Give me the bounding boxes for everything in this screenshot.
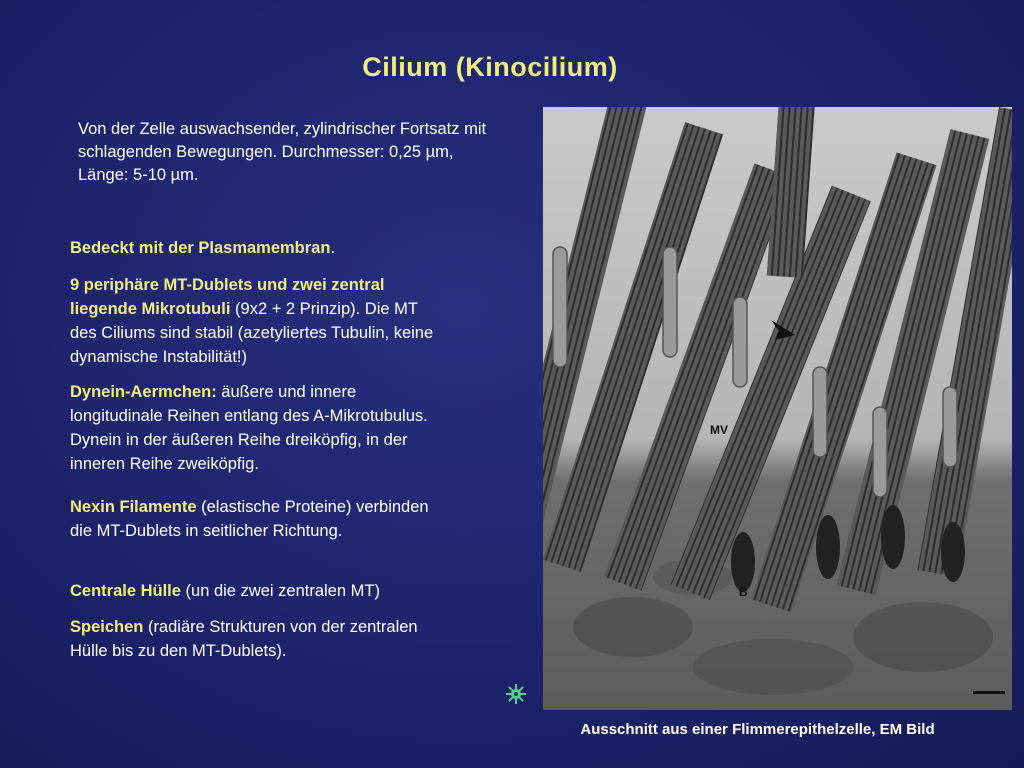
point-text: . [330, 239, 336, 257]
point-highlight: Centrale Hülle [70, 582, 181, 600]
sun-gear-icon[interactable] [505, 683, 527, 705]
point-plasmamembrane [70, 236, 445, 260]
point-text: (9x2 + 2 Prinzip). Die MT des Ciliums sind stabil (azetyliertes Tubulin, keine dynamische Instabilität!) [70, 300, 434, 366]
slide-title: Cilium (Kinocilium) [362, 52, 618, 82]
scale-bar [973, 691, 1005, 694]
label-b: B [739, 585, 748, 599]
point-highlight: Dynein-Aermchen: [70, 383, 217, 401]
em-micrograph-drawing [543, 107, 1012, 710]
em-micrograph [543, 107, 1012, 710]
point-text: (elastische Proteine) verbinden die MT-Dublets in seitlicher Richtung. [70, 498, 429, 540]
point-highlight: Nexin Filamente [70, 498, 197, 516]
point-text: (un die zwei zentralen MT) [180, 582, 380, 600]
point-mt-doublets [70, 273, 445, 369]
label-mv: MV [710, 423, 728, 437]
point-text: äußere und innere longitudinale Reihen entlang des A-Mikrotubulus. Dynein in der äußeren Reihe dreiköpfig, in der inneren Reihe zweiköpfig. [70, 383, 428, 473]
point-highlight: 9 periphäre MT-Dublets und zwei zentral liegende Mikrotubuli [70, 276, 385, 318]
point-highlight: Speichen [70, 618, 144, 636]
point-central-sheath [70, 579, 445, 603]
intro-text: Von der Zelle auswachsender, zylindrischer Fortsatz mit schlagenden Bewegungen. Durchmesser: 0,25 µm, Länge: 5-10 µm. [78, 120, 487, 184]
point-nexin [70, 495, 445, 543]
point-dynein [70, 380, 445, 476]
point-highlight: Bedeckt mit der Plasmamembran [70, 239, 331, 257]
point-spokes [70, 615, 445, 663]
point-text: (radiäre Strukturen von der zentralen Hülle bis zu den MT-Dublets). [70, 618, 418, 660]
figure-caption: Ausschnitt aus einer Flimmerepithelzelle, EM Bild [580, 721, 935, 738]
